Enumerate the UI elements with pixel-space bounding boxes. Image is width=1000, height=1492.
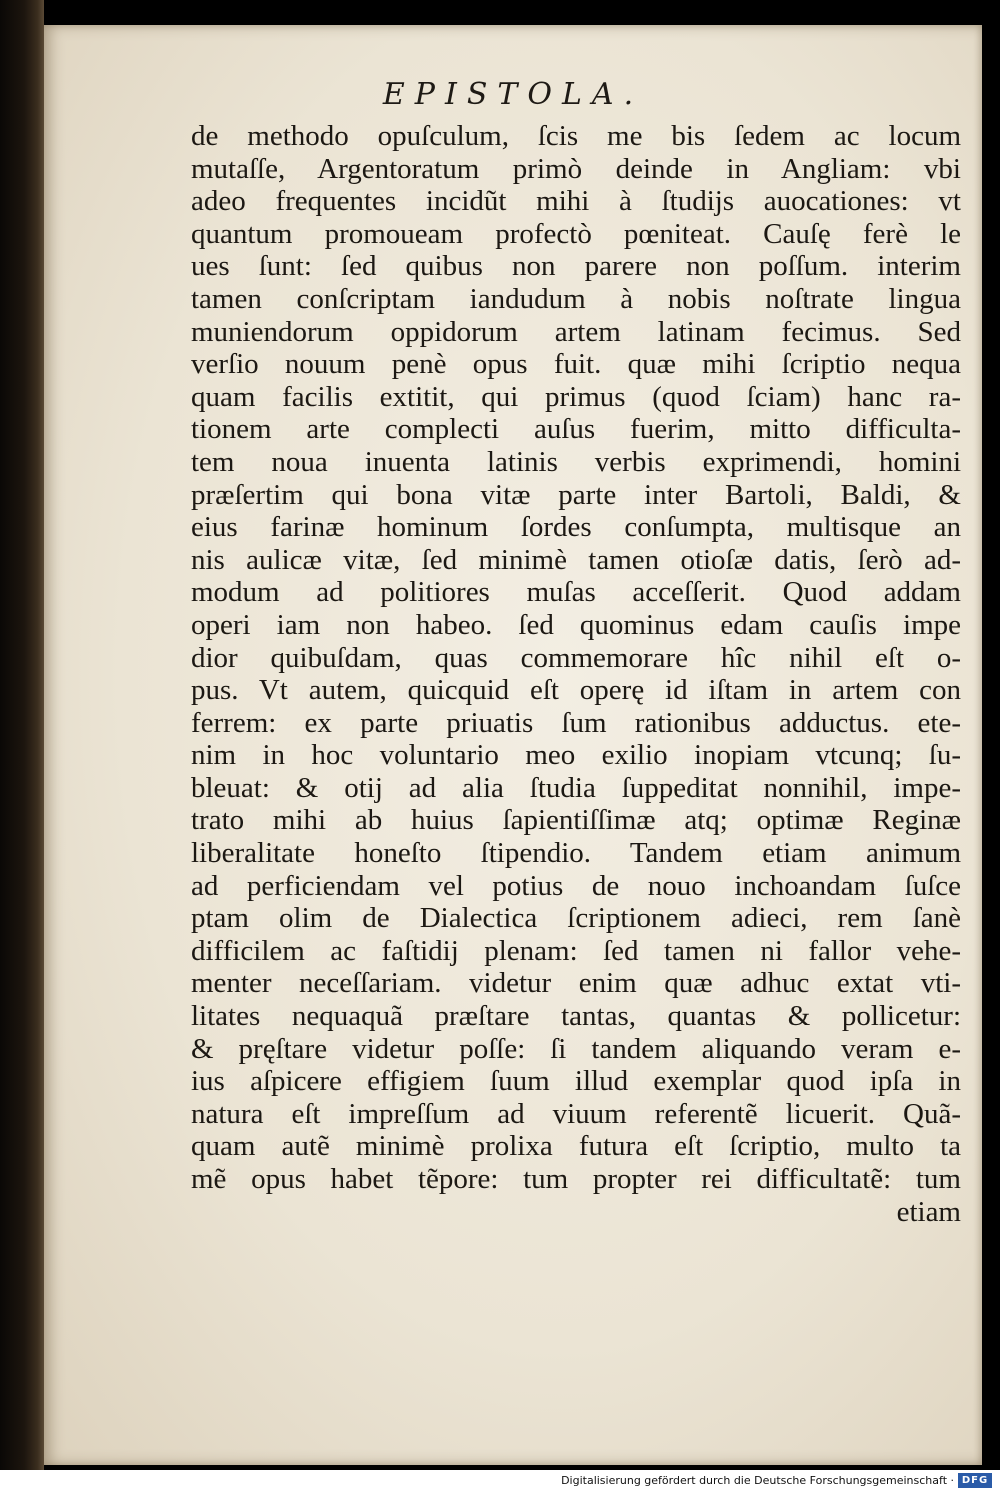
text-line: nim in hoc voluntario meo exilio inopiam vtcunq; ſu-	[191, 739, 961, 772]
text-line: tionem arte complecti auſus fuerim, mitto difficulta-	[191, 413, 961, 446]
text-line: quam autẽ minimè prolixa futura eſt ſcriptio, multo ta	[191, 1130, 961, 1163]
text-line: quantum promoueam profectò pœniteat. Cauſę ferè le	[191, 217, 961, 250]
text-line: liberalitate honeſto ſtipendio. Tandem etiam animum	[191, 837, 961, 870]
text-line: pus. Vt autem, quicquid eſt operę id iſtam in artem con	[191, 674, 961, 707]
running-head: EPISTOLA.	[382, 77, 644, 112]
text-line: dior quibuſdam, quas commemorare hîc nihil eſt o-	[191, 641, 961, 674]
book-spine	[0, 0, 44, 1470]
text-line: verſio nouum penè opus fuit. quæ mihi ſcriptio nequa	[191, 348, 961, 381]
digitization-footer	[0, 1470, 1000, 1492]
text-line: ptam olim de Dialectica ſcriptionem adieci, rem ſanè	[191, 902, 961, 935]
text-line: natura eſt impreſſum ad viuum referentẽ licuerit. Quã-	[191, 1097, 961, 1130]
text-line: trato mihi ab huius ſapientiſſimæ atq; optimæ Reginæ	[191, 804, 961, 837]
text-line: tem noua inuenta latinis verbis exprimendi, homini	[191, 445, 961, 478]
text-line: mẽ opus habet tẽpore: tum propter rei difficultatẽ: tum	[191, 1163, 961, 1195]
text-line: mutaſſe, Argentoratum primò deinde in Angliam: vbi	[191, 152, 961, 185]
text-line: ues ſunt: ſed quibus non parere non poſſum. interim	[191, 250, 961, 283]
text-line: adeo frequentes incidũt mihi à ſtudijs auocationes: vt	[191, 185, 961, 218]
catchword: etiam	[896, 1195, 961, 1228]
text-line: modum ad politiores muſas acceſſerit. Quod addam	[191, 576, 961, 609]
text-line: ad perficiendam vel potius de nouo inchoandam ſuſce	[191, 869, 961, 902]
text-line: ius aſpicere effigiem ſuum illud exemplar quod ipſa in	[191, 1065, 961, 1098]
text-line: litates nequaquã præſtare tantas, quantas & pollicetur:	[191, 1000, 961, 1033]
text-line: præſertim qui bona vitæ parte inter Bartoli, Baldi, &	[191, 478, 961, 511]
text-line: nis aulicæ vitæ, ſed minimè tamen otioſæ datis, ſerò ad-	[191, 543, 961, 576]
text-line: eius farinæ hominum ſordes conſumpta, multisque an	[191, 511, 961, 544]
body-text	[191, 120, 961, 1228]
text-line: menter neceſſariam. videtur enim quæ adhuc extat vti-	[191, 967, 961, 1000]
text-line: quam facilis extitit, qui primus (quod ſciam) hanc ra-	[191, 380, 961, 413]
dfg-logo	[958, 1473, 992, 1488]
text-line: operi iam non habeo. ſed quominus edam cauſis impe	[191, 608, 961, 641]
text-line: ferrem: ex parte priuatis ſum rationibus adductus. ete-	[191, 706, 961, 739]
text-line: bleuat: & otij ad alia ſtudia ſuppeditat nonnihil, impe-	[191, 771, 961, 804]
text-line: & pręſtare videtur poſſe: ſi tandem aliquando veram e-	[191, 1032, 961, 1065]
funding-notice: Digitalisierung gefördert durch die Deutsche Forschungsgemeinschaft ·	[561, 1474, 954, 1487]
text-line: tamen conſcriptam iandudum à nobis noſtrate lingua	[191, 282, 961, 315]
dfg-logo-text: DFG	[961, 1475, 989, 1486]
text-line: muniendorum oppidorum artem latinam fecimus. Sed	[191, 315, 961, 348]
text-line: de methodo opuſculum, ſcis me bis ſedem ac locum	[191, 120, 961, 152]
text-line: difficilem ac faſtidij plenam: ſed tamen ni fallor vehe-	[191, 934, 961, 967]
book-page	[44, 25, 982, 1465]
